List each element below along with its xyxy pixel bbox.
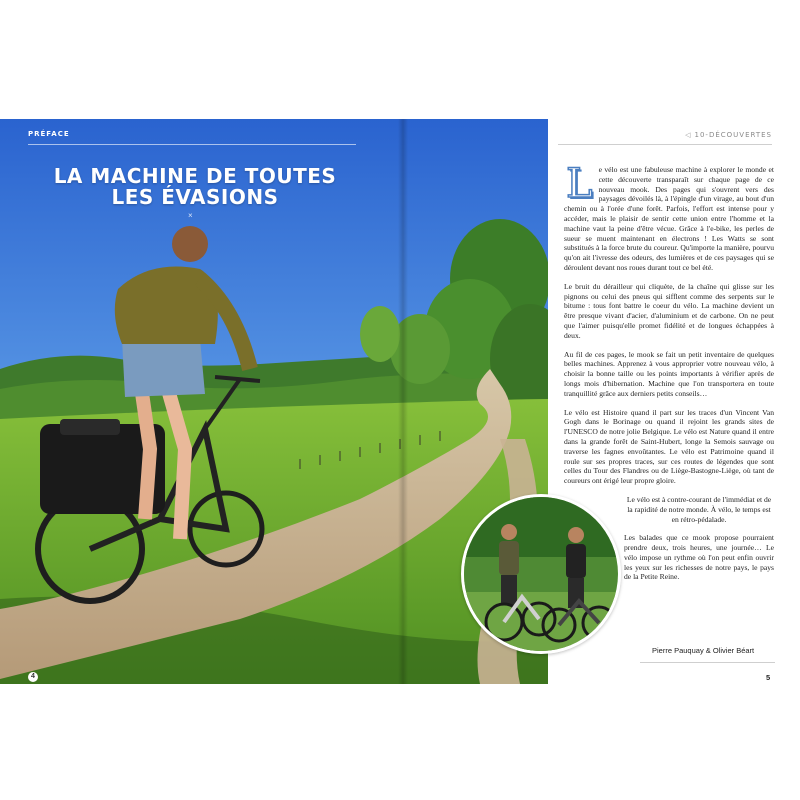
page-number-left: 4 bbox=[28, 672, 38, 682]
paragraph-4: Le vélo est Histoire quand il part sur les traces d'un Vincent Van Gogh dans le Borinage ou quand il rejoint les grands sites de l'UNESCO de notre jolie Belgique. Le vélo est Nature quand il entre dans la grande forêt de Saint-Hubert, longe la Semois sauvage ou traverse les fagnes envoûtantes. Le vélo est Patrimoine quand il roule sur ses propres traces, sur ces routes de légendes que sont celles du Tour des Flandres ou de Liège-Bastogne-Liège, où tant de coureurs ont érigé leur propre gloire. bbox=[564, 407, 774, 486]
paragraph-6: Les balades que ce mook propose pourraient prendre deux, trois heures, une journée… Le vélo impose un rythme où l'on peut enfin ouvrir les yeux sur les richesses de notre pays, le pays de la Petite Reine. bbox=[624, 533, 774, 582]
author-signature: Pierre Pauquay & Olivier Béart bbox=[652, 646, 755, 655]
paragraph-5: Le vélo est à contre-courant de l'immédiat et de la rapidité de notre monde. À vélo, le temps est en rétro-pédalade. bbox=[626, 494, 772, 524]
title-line-2: LES ÉVASIONS bbox=[111, 185, 279, 209]
title-line-1: LA MACHINE DE TOUTES bbox=[53, 164, 337, 188]
header-rule-left bbox=[28, 144, 356, 145]
section-tag-label: 10-DÉCOUVERTES bbox=[694, 131, 772, 139]
magazine-spread bbox=[0, 116, 800, 684]
authors-photo bbox=[461, 494, 621, 654]
footer-rule bbox=[640, 662, 775, 663]
paragraph-2: Le bruit du dérailleur qui cliquète, de la chaîne qui glisse sur les pignons ou celui des pneus qui sifflent comme des serpents sur le bitume : tous font battre le coeur du vélo. La machine devient un être presque vivant d'acier, d'aluminium et de carbone. On ne peut que l'aimer puisqu'elle promet fidélité et de longues échappées à deux. bbox=[564, 281, 774, 340]
page-number-right: 5 bbox=[766, 673, 771, 682]
page-gutter bbox=[398, 119, 408, 684]
paragraph-1-text: e vélo est une fabuleuse machine à explorer le monde et cette découverte transparaît sur chaque page de ce nouveau mook. Des pages qui s'ouvrent vers des paysages dévoilés là, à l'épingle d'un virage, au bout d'un chemin ou à l'orée d'une forêt. Parfois, l'effort est intense pour y accéder, mais le plaisir de sentir cette union entre l'homme et la machine vaut la peine d'être vécue. Grâce à l'e-bike, les perles de sueur se muent maintenant en électrons ! Les Watts se sont substitués à la force brute du coureur. Qu'importe la manière, pourvu qu'on ait l'ivresse des odeurs, des lumières et de ces paysages qui se déroulent devant nos roues durant tout ce bel été. bbox=[564, 165, 774, 272]
title-separator: × bbox=[188, 211, 193, 220]
authors-illustration bbox=[464, 497, 618, 651]
drop-cap: L bbox=[566, 161, 593, 207]
paragraph-1 bbox=[564, 161, 774, 273]
arrow-icon: ◁ bbox=[685, 131, 692, 139]
page-title bbox=[40, 166, 350, 208]
paragraph-3: Au fil de ces pages, le mook se fait un petit inventaire de quelques belles machines. Apprenez à vous approprier votre nouveau vélo, à choisir la bonne taille ou les points importants à vérifier après de longs mois d'hibernation. Machine que l'on transportera en toute tranquillité grâce aux derniers petits conseils… bbox=[564, 349, 774, 398]
section-label: PRÉFACE bbox=[28, 130, 70, 138]
section-tag bbox=[685, 131, 772, 139]
header-rule-right bbox=[558, 144, 772, 145]
